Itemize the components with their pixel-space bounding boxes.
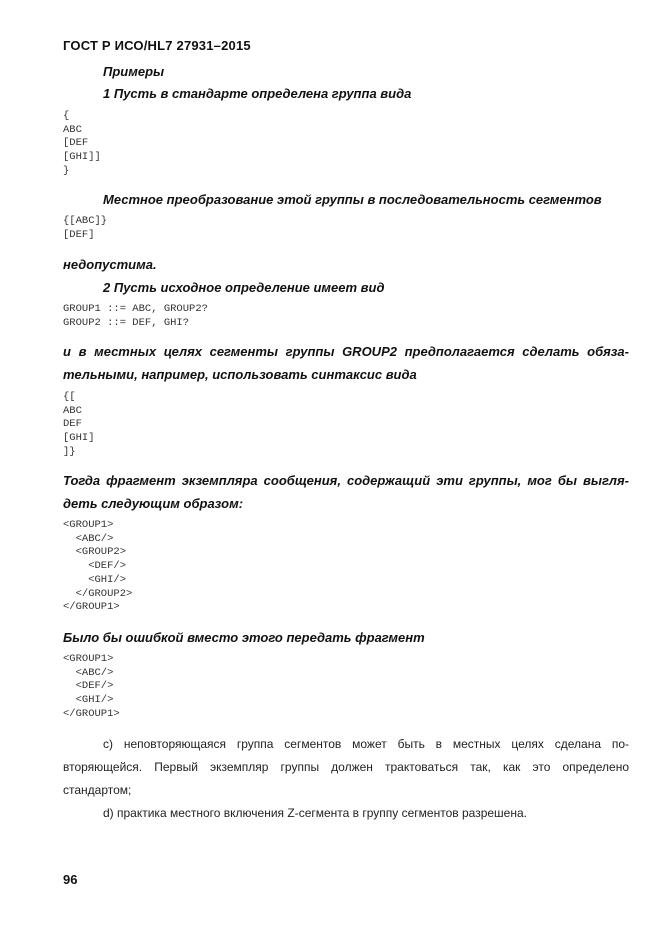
code-block-required-syntax: {[ ABC DEF [GHI] ]} <box>63 391 95 458</box>
code-block-group-rules: GROUP1 ::= ABC, GROUP2? GROUP2 ::= DEF, GHI? <box>63 303 208 329</box>
not-allowed-text: недопустима. <box>63 257 157 272</box>
page-number: 96 <box>63 872 78 887</box>
item-c-line-1: c) неповторяющаяся группа сегментов может быть в местных целях сделана по- <box>103 737 629 751</box>
example-1-heading: 1 Пусть в стандарте определена группа вида <box>103 86 412 101</box>
fragment-paragraph-line-1: Тогда фрагмент экземпляра сообщения, содержащий эти группы, мог бы выгля- <box>63 473 629 488</box>
item-c-line-2: вторяющейся. Первый экземпляр группы должен трактоваться так, как это определено <box>63 760 629 774</box>
local-transform-text: Местное преобразование этой группы в последовательность сегментов <box>103 192 602 207</box>
group2-paragraph-line-1: и в местных целях сегменты группы GROUP2 предполагается сделать обяза- <box>63 344 629 359</box>
document-header: ГОСТ Р ИСО/HL7 27931–2015 <box>63 38 251 53</box>
example-2-heading: 2 Пусть исходное определение имеет вид <box>103 280 385 295</box>
item-d: d) практика местного включения Z-сегмента в группу сегментов разрешена. <box>103 806 527 820</box>
code-block-xml-error: <GROUP1> <ABC/> <DEF/> <GHI/> </GROUP1> <box>63 653 120 720</box>
code-block-xml-correct: <GROUP1> <ABC/> <GROUP2> <DEF/> <GHI/> </GROUP2> </GROUP1> <box>63 519 133 614</box>
item-c-line-3: стандартом; <box>63 783 132 797</box>
examples-heading: Примеры <box>103 64 165 79</box>
group2-paragraph-line-2: тельными, например, использовать синтаксис вида <box>63 367 417 382</box>
error-text: Было бы ошибкой вместо этого передать фрагмент <box>63 630 425 645</box>
code-block-group-definition: { ABC [DEF [GHI]] } <box>63 110 101 177</box>
code-block-segment-sequence: {[ABC]} [DEF] <box>63 215 108 241</box>
fragment-paragraph-line-2: деть следующим образом: <box>63 496 244 511</box>
